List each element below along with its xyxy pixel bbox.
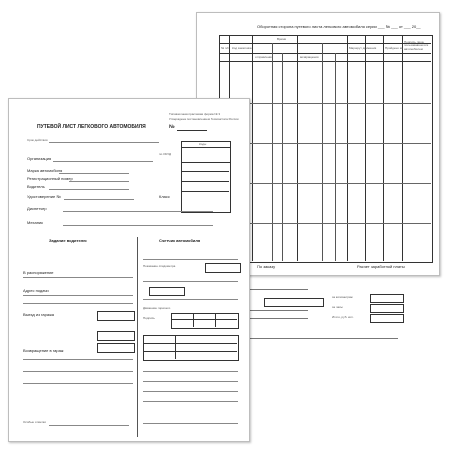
- col-header-route: Маршрут движения: [349, 46, 377, 50]
- codes-label: Коды: [199, 142, 207, 146]
- return-label: Возвращение в гараж: [23, 348, 64, 353]
- reg-label: Регистрационный номер: [27, 176, 73, 181]
- salary-calc-label: Расчет заработной платы: [357, 264, 405, 269]
- organization-label: Организация: [27, 156, 52, 161]
- by-order-label: По заказу: [257, 264, 276, 269]
- col-header-code: Код заказчика: [232, 46, 252, 50]
- back-sheet-bottom: [248, 274, 438, 354]
- driver-task-title: Задание водителю: [49, 238, 87, 243]
- validity-label: Срок действия: [27, 138, 48, 142]
- col-header-signature: Подпись лица, пользовавшегося автомобилем: [404, 40, 429, 51]
- col-header-departure: отправления: [255, 55, 273, 59]
- speedometer-label: Показание спидометра: [143, 264, 176, 268]
- car-counter-title: Счетчик автомобиля: [159, 238, 201, 243]
- fuel-table: [171, 313, 239, 329]
- form-caption: Типовая межотраслевая форма № 3: [169, 112, 221, 116]
- col-header-no: № п/п: [221, 46, 230, 50]
- notes-label: Особые отметки: [23, 420, 46, 424]
- form-approval: Утверждена постановлением Госкомстата России: [169, 117, 239, 121]
- col-header-time: Время: [277, 37, 287, 41]
- col-header-return: возвращения: [300, 55, 319, 59]
- at-disposal-label: В распоряжение: [23, 270, 54, 275]
- front-title: ПУТЕВОЙ ЛИСТ ЛЕГКОВОГО АВТОМОБИЛЯ: [37, 124, 146, 130]
- dispatch-label: Диспетчер: [27, 206, 47, 211]
- hours-row-label: за часы: [332, 305, 343, 309]
- address-label: Адрес подачи: [23, 288, 49, 293]
- car-label: Марка автомобиля: [27, 168, 63, 173]
- km-row-label: за километраж: [332, 295, 353, 299]
- class-label: Класс: [159, 194, 170, 199]
- total-row-label: Итого, руб. коп.: [332, 315, 354, 319]
- okud-label: по ОКУД: [159, 152, 172, 156]
- departure-label: Выезд из гаража: [23, 312, 54, 317]
- signature-label: Подпись: [143, 316, 155, 320]
- mechanic-label: Механик: [27, 220, 43, 225]
- col-header-km: Пройдено км: [385, 46, 404, 50]
- license-label: Удостоверение №: [27, 194, 61, 199]
- fuel-label: Движение горючего: [143, 306, 171, 310]
- number-label: №: [169, 124, 175, 130]
- back-sheet-title: Оборотная сторона путевого листа легкового автомобиля серии ___ № ___ от ___ 20__: [257, 24, 421, 29]
- driver-label: Водитель: [27, 184, 45, 189]
- front-sheet: [8, 98, 250, 442]
